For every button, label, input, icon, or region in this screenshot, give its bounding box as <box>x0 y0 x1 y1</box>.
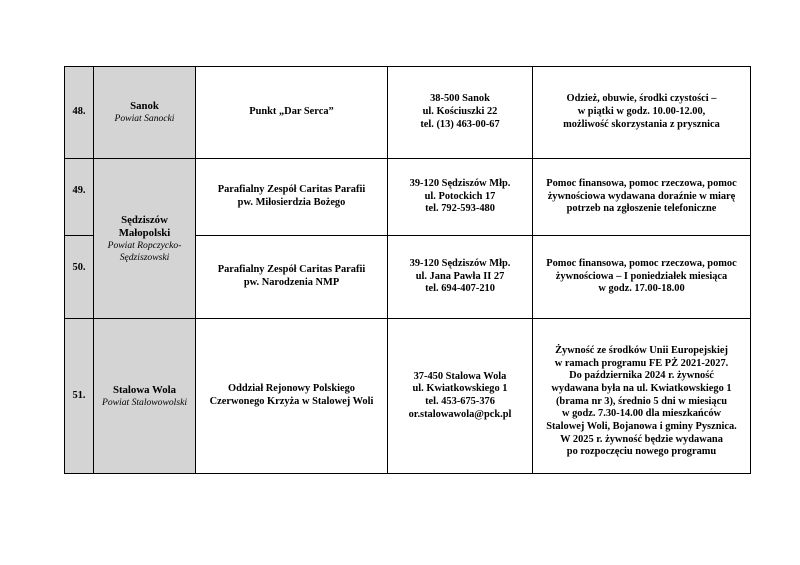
address-cell: 39-120 Sędziszów Młp. ul. Jana Pawła II 27 tel. 694-407-210 <box>388 236 533 319</box>
table-row <box>65 159 751 236</box>
city-name: Stalowa Wola <box>112 383 177 396</box>
location-cell <box>94 159 196 319</box>
row-number: 51. <box>65 319 94 474</box>
email-link[interactable]: or.stalowawola@pck.pl <box>408 408 512 420</box>
organization-cell: Parafialny Zespół Caritas Parafii pw. Narodzenia NMP <box>196 236 388 319</box>
organization-cell: Punkt „Dar Serca” <box>196 67 388 159</box>
address-cell: 39-120 Sędziszów Młp. ul. Potockich 17 tel. 792-593-480 <box>388 159 533 236</box>
county-name: Powiat Sanocki <box>114 113 175 125</box>
assistance-cell: Odzież, obuwie, środki czystości – w piątki w godz. 10.00-12.00, możliwość skorzystania z prysznica <box>533 67 751 159</box>
address-cell: 38-500 Sanok ul. Kościuszki 22 tel. (13) 463-00-67 <box>388 67 533 159</box>
assistance-cell: Pomoc finansowa, pomoc rzeczowa, pomoc żywnościowa – I poniedziałek miesiąca w godz. 17.00-18.00 <box>533 236 751 319</box>
location-cell <box>94 67 196 159</box>
organization-cell: Oddział Rejonowy Polskiego Czerwonego Krzyża w Stalowej Woli <box>196 319 388 474</box>
row-number: 50. <box>65 236 94 319</box>
location-cell <box>94 319 196 474</box>
organization-cell: Parafialny Zespół Caritas Parafii pw. Miłosierdzia Bożego <box>196 159 388 236</box>
assistance-points-table <box>64 66 751 474</box>
row-number: 49. <box>65 159 94 236</box>
row-number: 48. <box>65 67 94 159</box>
table-row <box>65 319 751 474</box>
city-name: Sanok <box>130 100 159 113</box>
county-name: Powiat Stalowowolski <box>101 396 188 408</box>
city-name: Sędziszów Małopolski <box>118 213 171 239</box>
table-row <box>65 67 751 159</box>
address-cell: 37-450 Stalowa Wola ul. Kwiatkowskiego 1 tel. 453-675-376 or.stalowawola@pck.pl <box>388 319 533 474</box>
county-name: Powiat Ropczycko-Sędziszowski <box>107 239 182 263</box>
assistance-cell: Żywność ze środków Unii Europejskiej w ramach programu FE PŻ 2021-2027. Do października 2024 r. żywność wydawana była na ul. Kwiatkowskiego 1 (brama nr 3), średnio 5 dni w miesiącu w godz. 7.30-14.00 dla mieszkańców Stalowej Woli, Bojanowa i gminy Pysznica. W 2025 r. żywność będzie wydawana po rozpoczęciu nowego programu <box>533 319 751 474</box>
assistance-cell: Pomoc finansowa, pomoc rzeczowa, pomoc żywnościowa wydawana doraźnie w miarę potrzeb na zgłoszenie telefoniczne <box>533 159 751 236</box>
